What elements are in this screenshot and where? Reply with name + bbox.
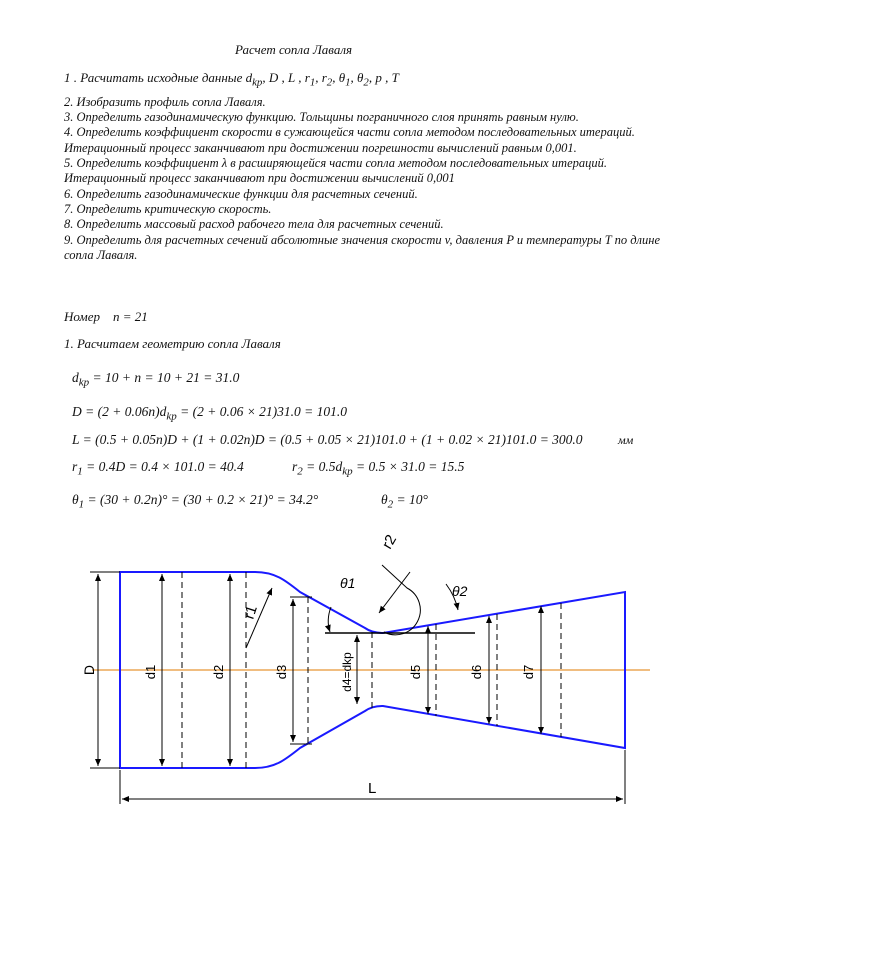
eq-theta1-lhs: θ [72,492,79,507]
equation-dkp [72,370,239,389]
equation-r2 [292,459,464,478]
task-item-1 [64,70,664,91]
eq-D-a: D = (2 + 0.06n)d [72,404,167,419]
section-heading: 1. Расчитаем геометрию сопла Лаваля [64,336,281,351]
d2-label: d2 [211,664,226,680]
task-list [64,70,664,263]
variant-value: n = 21 [112,309,148,324]
r1-label: r1 [240,603,261,622]
eq-r1-lhs: r [72,459,78,474]
task-item: 5. Определить коэффициент λ в расширяющейся части сопла методом последовательных итераций. Итерационный процесс заканчивают при достижении вычислений 0,001 [64,156,607,186]
task-item: 4. Определить коэффициент скорости в сужающейся части сопла методом последовательных итераций. Итерационный процесс заканчивают при достижении погрешности вычислений равным 0,001. [64,125,635,155]
equation-L: L = (0.5 + 0.05n)D + (1 + 0.02n)D = (0.5 + 0.05 × 21)101.0 + (1 + 0.02 × 21)101.0 = 300.0 [72,432,583,447]
d6-label: d6 [469,664,484,680]
eq-dkp-lhs: d [72,370,79,385]
eq-dkp-rhs: = 10 + n = 10 + 21 = 31.0 [89,370,240,385]
r2-label: r2 [378,531,401,552]
eq-theta2-rhs: = 10° [393,492,428,507]
eq-r2-mid: = 0.5d [302,459,343,474]
task-item: 7. Определить критическую скорость. [64,201,272,216]
equation-r1 [72,459,244,478]
eq-D-b: = (2 + 0.06 × 21)31.0 = 101.0 [176,404,348,419]
task-item-1-sub-r2: 2 [326,76,333,89]
theta2-label: θ2 [452,583,468,599]
equation-D [72,404,347,423]
task-item-1-symbol-d: d [245,70,253,85]
task-item-1-sub-r1: 1 [309,76,316,89]
eq-theta2-sub: 2 [387,498,394,511]
theta1-arc [328,607,331,632]
task-item-1-sub-t2: 2 [363,76,369,89]
task-item: 3. Определить газодинамическую функцию. Тольщины пограничного слоя принять равным нулю. [64,110,579,125]
L-label: L [368,780,377,797]
task-item-1-sub-t1: 1 [345,76,351,89]
eq-r2-sub2: kp [342,465,353,478]
d5-label: d5 [408,664,423,680]
eq-theta1-sub: 1 [78,498,85,511]
units-label: мм [618,433,634,447]
task-item: 2. Изобразить профиль сопла Лаваля. [64,94,266,109]
r2-arc [382,565,420,635]
eq-r2-sub: 2 [297,465,303,478]
r2-arrow [379,572,410,613]
task-item: 6. Определить газодинамические функции для расчетных сечений. [64,186,418,201]
eq-r1-sub: 1 [77,465,83,478]
theta1-label: θ1 [340,575,356,591]
eq-r2-rhs: = 0.5 × 31.0 = 15.5 [352,459,465,474]
D-label: D [81,664,97,676]
task-item-1-tail: , p , T [368,70,399,85]
dkp-label: d4=dkp [340,652,354,692]
task-item: 8. Определить массовый расход рабочего тела для расчетных сечений. [64,217,444,232]
task-item-1-sep-t2: , θ [350,70,364,85]
d3-label: d3 [274,664,289,680]
eq-dkp-sub: kp [78,376,90,389]
task-item-1-sub-kp: kp [252,76,263,89]
task-item-1-sep-r2: , r [315,70,327,85]
eq-theta2-lhs: θ [381,492,388,507]
task-item-1-symbols: , D , L , r [262,70,310,85]
equation-theta1 [72,492,318,511]
equation-theta2 [381,492,428,511]
eq-theta1-rhs: = (30 + 0.2n)° = (30 + 0.2 × 21)° = 34.2° [84,492,319,507]
eq-D-sub: kp [166,410,177,423]
task-item: 9. Определить для расчетных сечений абсолютные значения скорости v, давления P и температуры T по длине сопла Лаваля. [64,232,660,262]
eq-r1-rhs: = 0.4D = 0.4 × 101.0 = 40.4 [82,459,244,474]
eq-r2-lhs: r [292,459,298,474]
page-title: Расчет сопла Лаваля [235,42,353,57]
task-item-1-text: 1 . Расчитать исходные данные [64,70,246,85]
variant-label: Номер [64,309,100,324]
task-item-1-sep-t1: , θ [332,70,346,85]
variant-number [64,309,148,325]
d7-label: d7 [521,664,536,680]
d1-label: d1 [143,664,158,680]
laval-nozzle-drawing [0,520,895,820]
